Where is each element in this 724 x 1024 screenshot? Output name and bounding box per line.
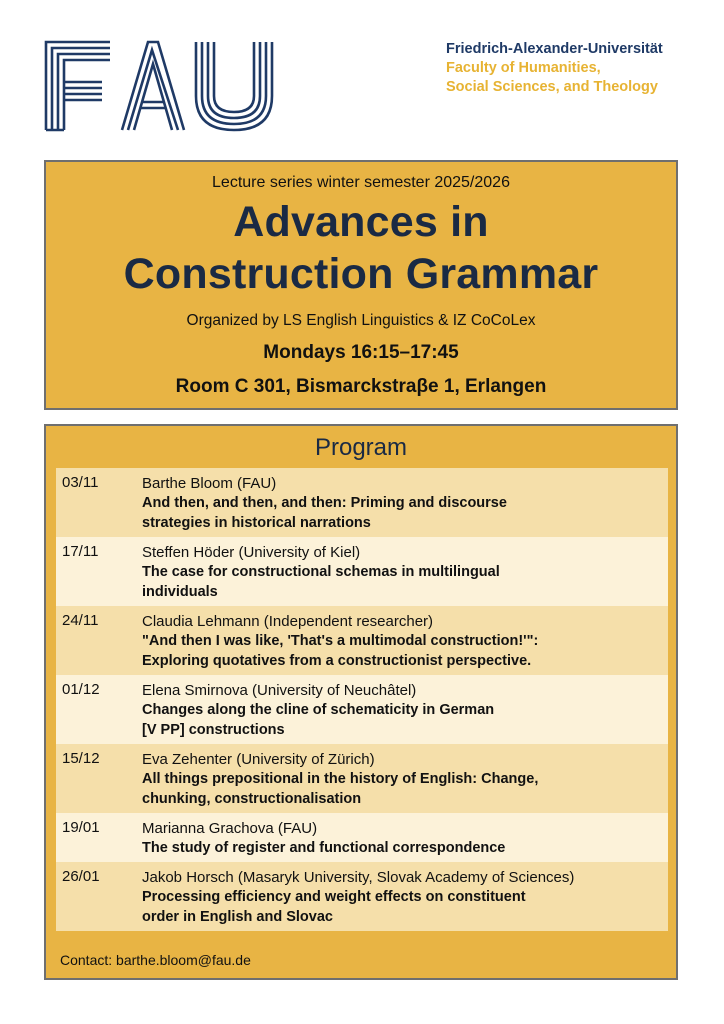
faculty-line-1: Faculty of Humanities, bbox=[446, 60, 601, 76]
entry-content bbox=[142, 813, 668, 862]
entry-talk-title: strategies in historical narrations bbox=[142, 515, 371, 531]
university-block bbox=[446, 40, 716, 97]
entry-speaker: Eva Zehenter (University of Zürich) bbox=[142, 751, 375, 768]
entry-content bbox=[142, 675, 668, 744]
fau-logo-graphic bbox=[44, 40, 274, 132]
entry-date: 24/11 bbox=[62, 612, 99, 629]
program-entry bbox=[56, 675, 668, 744]
entry-speaker: Elena Smirnova (University of Neuchâtel) bbox=[142, 682, 417, 699]
entry-talk-title: [V PP] constructions bbox=[142, 722, 285, 738]
program-box bbox=[44, 424, 678, 980]
entry-date: 03/11 bbox=[62, 474, 99, 491]
program-entry bbox=[56, 606, 668, 675]
event-time: Mondays 16:15–17:45 bbox=[263, 342, 459, 363]
entry-speaker: Marianna Grachova (FAU) bbox=[142, 820, 318, 837]
program-entry bbox=[56, 862, 668, 931]
entry-date: 17/11 bbox=[62, 543, 99, 560]
entry-talk-title: And then, and then, and then: Priming and discourse bbox=[142, 495, 507, 511]
event-title-line-1: Advances in bbox=[233, 198, 489, 246]
contact-text: Contact: barthe.bloom@fau.de bbox=[60, 952, 251, 968]
entry-talk-title: Changes along the cline of schematicity in German bbox=[142, 702, 495, 718]
series-label: Lecture series winter semester 2025/2026 bbox=[212, 174, 510, 191]
entry-talk-title: The study of register and functional correspondence bbox=[142, 840, 506, 856]
entry-content bbox=[142, 606, 668, 675]
program-entry bbox=[56, 744, 668, 813]
entry-talk-title: The case for constructional schemas in multilingual bbox=[142, 564, 500, 580]
event-title-box bbox=[44, 160, 678, 410]
program-entry bbox=[56, 813, 668, 862]
program-entry bbox=[56, 537, 668, 606]
entry-speaker: Steffen Höder (University of Kiel) bbox=[142, 544, 361, 561]
faculty-line-2: Social Sciences, and Theology bbox=[446, 79, 658, 95]
entry-talk-title: All things prepositional in the history of English: Change, bbox=[142, 771, 539, 787]
entry-speaker: Claudia Lehmann (Independent researcher) bbox=[142, 613, 434, 630]
entry-content bbox=[142, 468, 668, 537]
program-entry bbox=[56, 468, 668, 537]
entry-content bbox=[142, 537, 668, 606]
entry-talk-title: individuals bbox=[142, 584, 218, 600]
entry-talk-title: Processing efficiency and weight effects on constituent bbox=[142, 889, 526, 905]
entry-date: 01/12 bbox=[62, 681, 100, 698]
event-room: Room C 301, Bismarckstraβe 1, Erlangen bbox=[175, 376, 547, 397]
entry-date: 19/01 bbox=[62, 819, 100, 836]
entry-talk-title: chunking, constructionalisation bbox=[142, 791, 362, 807]
entry-content bbox=[142, 744, 668, 813]
university-name: Friedrich-Alexander-Universität bbox=[446, 41, 663, 57]
program-list bbox=[56, 468, 668, 931]
entry-talk-title: Exploring quotatives from a constructionist perspective. bbox=[142, 653, 532, 669]
entry-date: 15/12 bbox=[62, 750, 100, 767]
entry-talk-title: order in English and Slovac bbox=[142, 909, 333, 925]
entry-content bbox=[142, 862, 668, 931]
event-title-line-2: Construction Grammar bbox=[123, 250, 599, 298]
entry-speaker: Barthe Bloom (FAU) bbox=[142, 475, 277, 492]
entry-date: 26/01 bbox=[62, 868, 100, 885]
entry-talk-title: "And then I was like, 'That's a multimodal construction!'": bbox=[142, 633, 539, 649]
program-heading: Program bbox=[314, 434, 408, 461]
entry-speaker: Jakob Horsch (Masaryk University, Slovak Academy of Sciences) bbox=[142, 869, 575, 886]
organizer-text: Organized by LS English Linguistics & IZ CoCoLex bbox=[186, 312, 536, 329]
event-title bbox=[46, 196, 676, 300]
fau-logo bbox=[44, 40, 274, 132]
